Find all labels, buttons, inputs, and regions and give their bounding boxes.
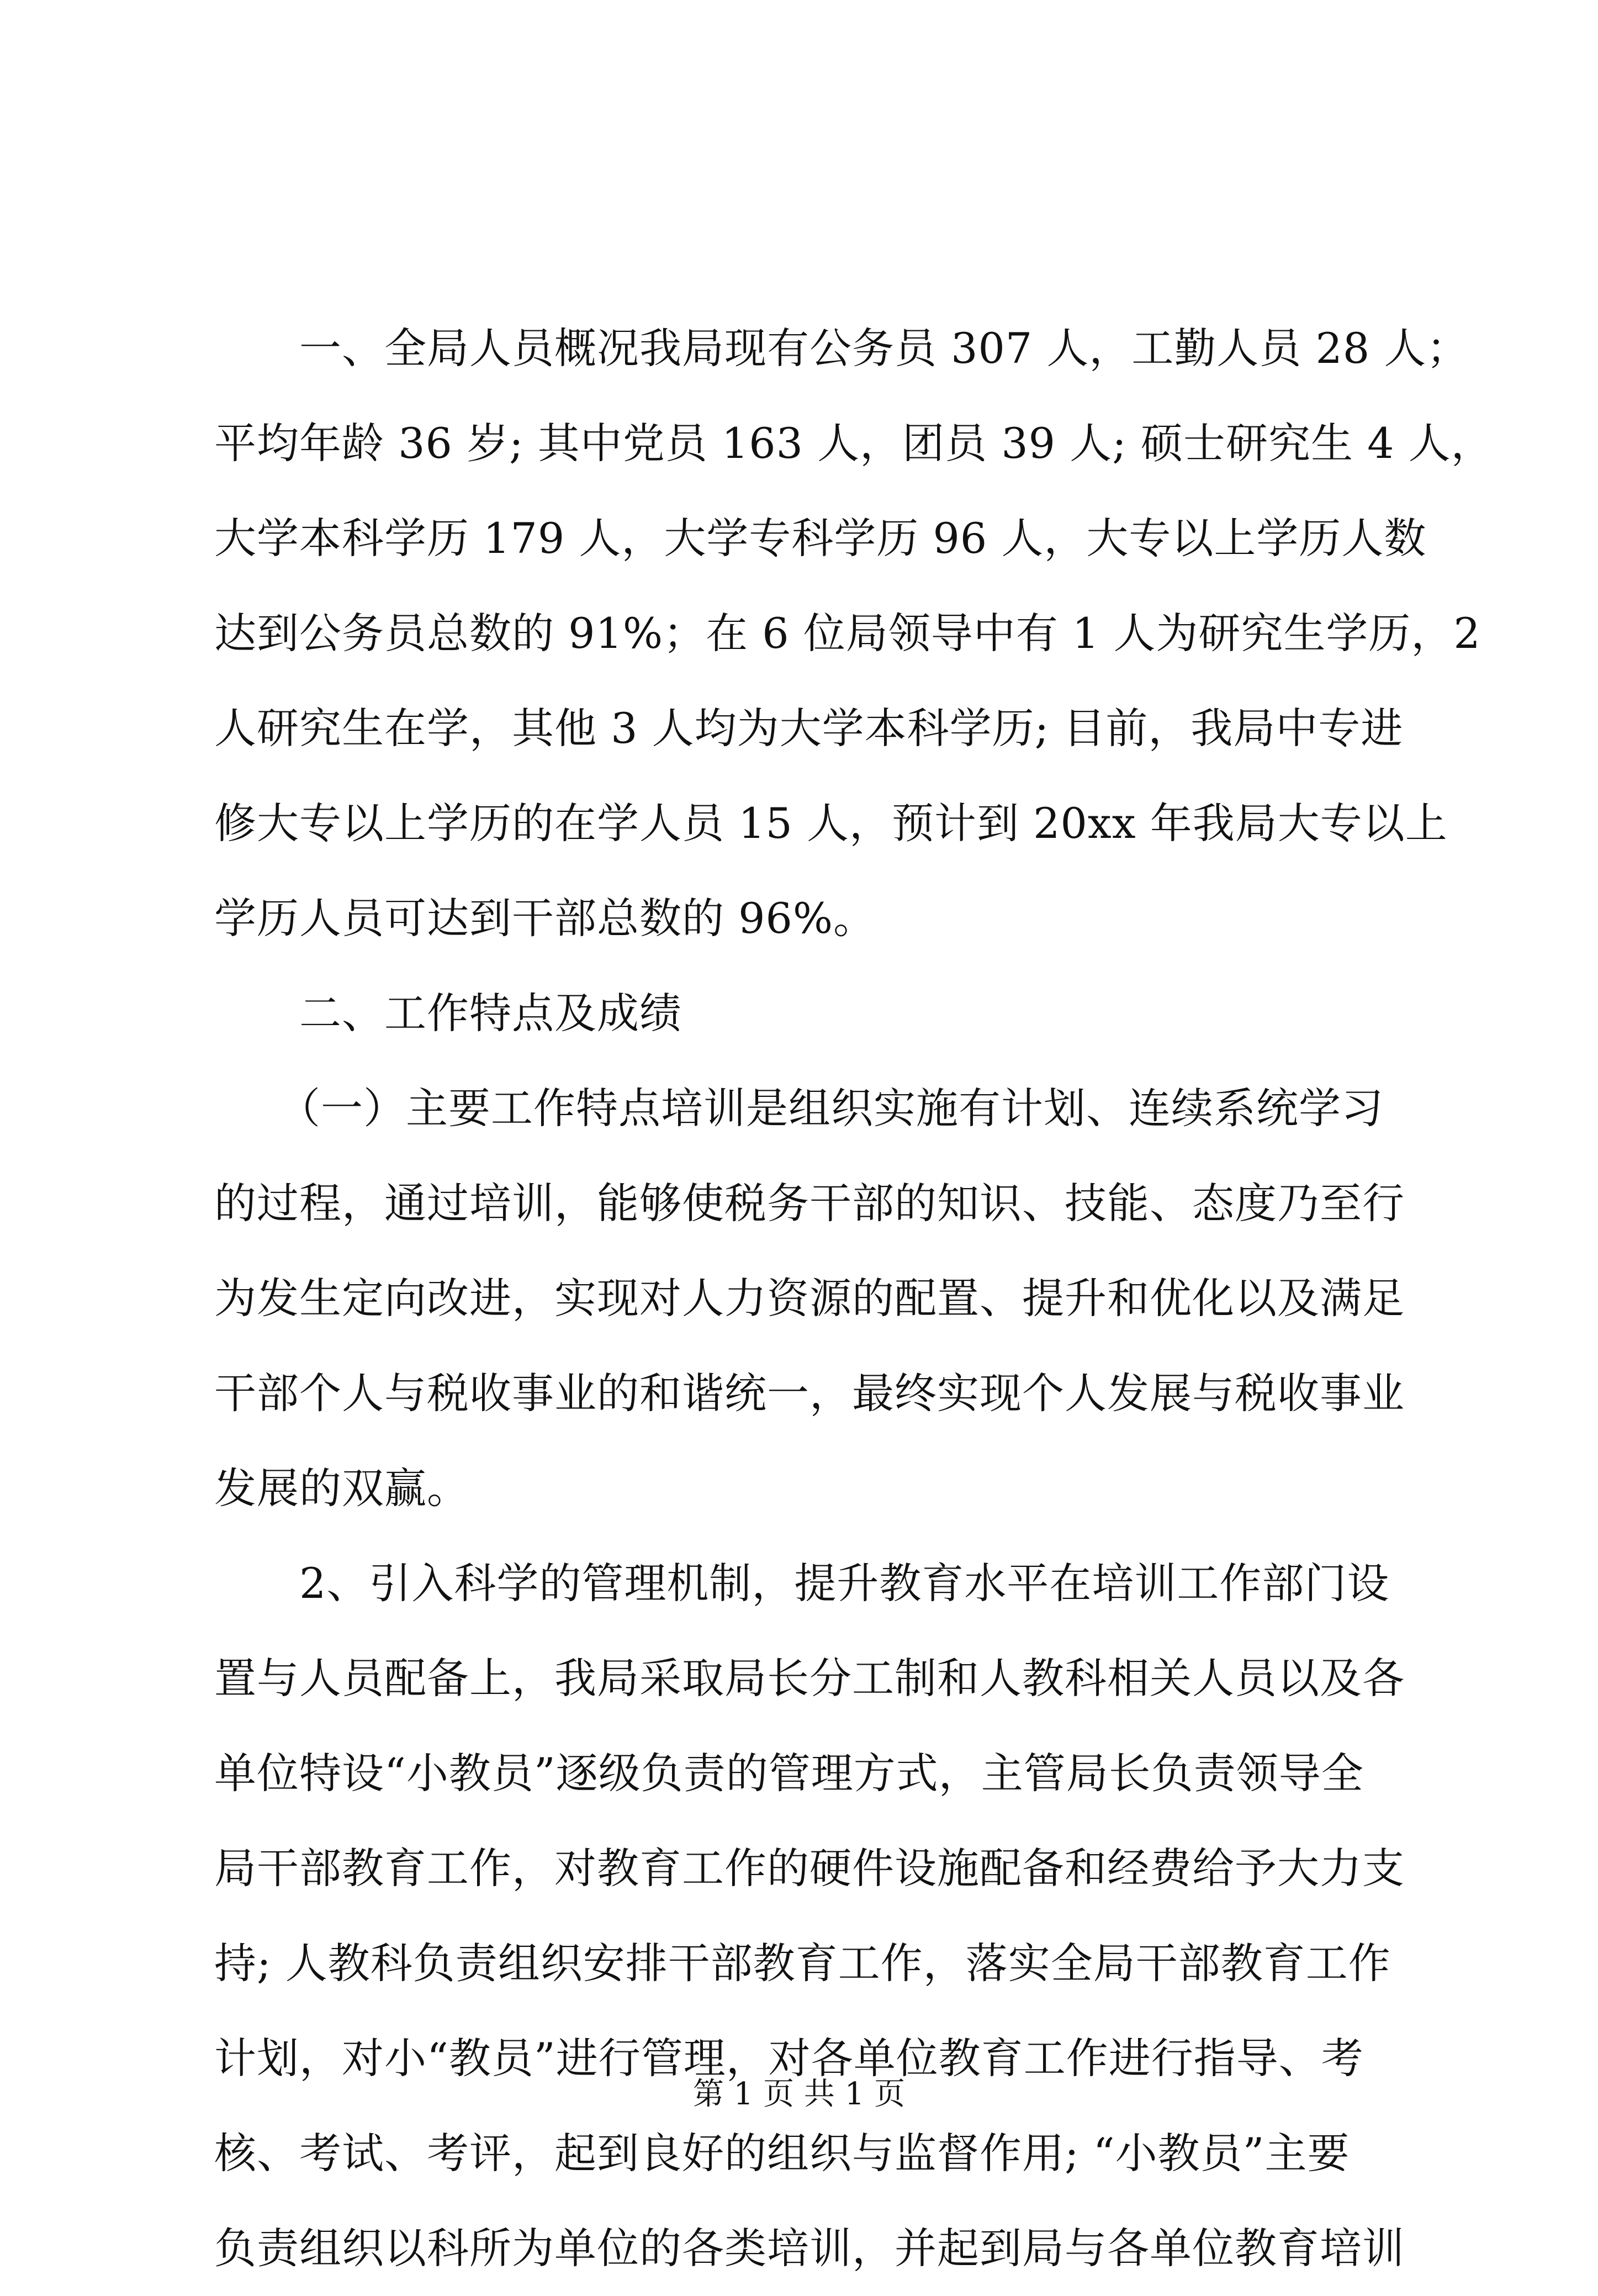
- text-line: 核、考试、考评，起到良好的组织与监督作用; “小教员”主要: [214, 2129, 1350, 2178]
- text-line: 单位特设“小教员”逐级负责的管理方式，主管局长负责领导全: [214, 1749, 1364, 1798]
- text-line: （一）主要工作特点培训是组织实施有计划、连续系统学习: [214, 1084, 1384, 1133]
- text-line: 持; 人教科负责组织安排干部教育工作，落实全局干部教育工作: [214, 1939, 1391, 1988]
- text-line: 局干部教育工作，对教育工作的硬件设施配备和经费给予大力支: [214, 1844, 1405, 1893]
- text-line: 发展的双赢。: [214, 1464, 469, 1513]
- text-line: 平均年龄 36 岁; 其中党员 163 人，团员 39 人; 硕士研究生 4 人，: [214, 419, 1494, 468]
- text-line: 置与人员配备上，我局采取局长分工制和人教科相关人员以及各: [214, 1654, 1405, 1703]
- text-line: 大学本科学历 179 人，大学专科学历 96 人，大专以上学历人数: [214, 514, 1427, 563]
- text-line: 为发生定向改进，实现对人力资源的配置、提升和优化以及满足: [214, 1274, 1405, 1323]
- text-line: 一、全局人员概况我局现有公务员 307 人，工勤人员 28 人；: [214, 324, 1469, 373]
- text-line: 达到公务员总数的 91%；在 6 位局领导中有 1 人为研究生学历，2: [214, 609, 1481, 658]
- text-line: 干部个人与税收事业的和谐统一，最终实现个人发展与税收事业: [214, 1369, 1405, 1418]
- document-body: [214, 301, 1494, 2296]
- text-line: 学历人员可达到干部总数的 96%。: [214, 894, 876, 943]
- section-heading: 二、工作特点及成绩: [214, 989, 682, 1038]
- page-footer: [0, 2072, 1598, 2116]
- text-line: 2、引入科学的管理机制，提升教育水平在培训工作部门设: [214, 1559, 1390, 1608]
- text-line: 的过程，通过培训，能够使税务干部的知识、技能、态度乃至行: [214, 1179, 1405, 1228]
- text-line: 负责组织以科所为单位的各类培训，并起到局与各单位教育培训: [214, 2224, 1405, 2273]
- text-line: 计划，对小“教员”进行管理，对各单位教育工作进行指导、考: [214, 2034, 1364, 2083]
- text-line: 修大专以上学历的在学人员 15 人，预计到 20xx 年我局大专以上: [214, 799, 1448, 848]
- text-line: 人研究生在学，其他 3 人均为大学本科学历; 目前，我局中专进: [214, 704, 1404, 753]
- page-number: 第 1 页 共 1 页: [692, 2076, 906, 2112]
